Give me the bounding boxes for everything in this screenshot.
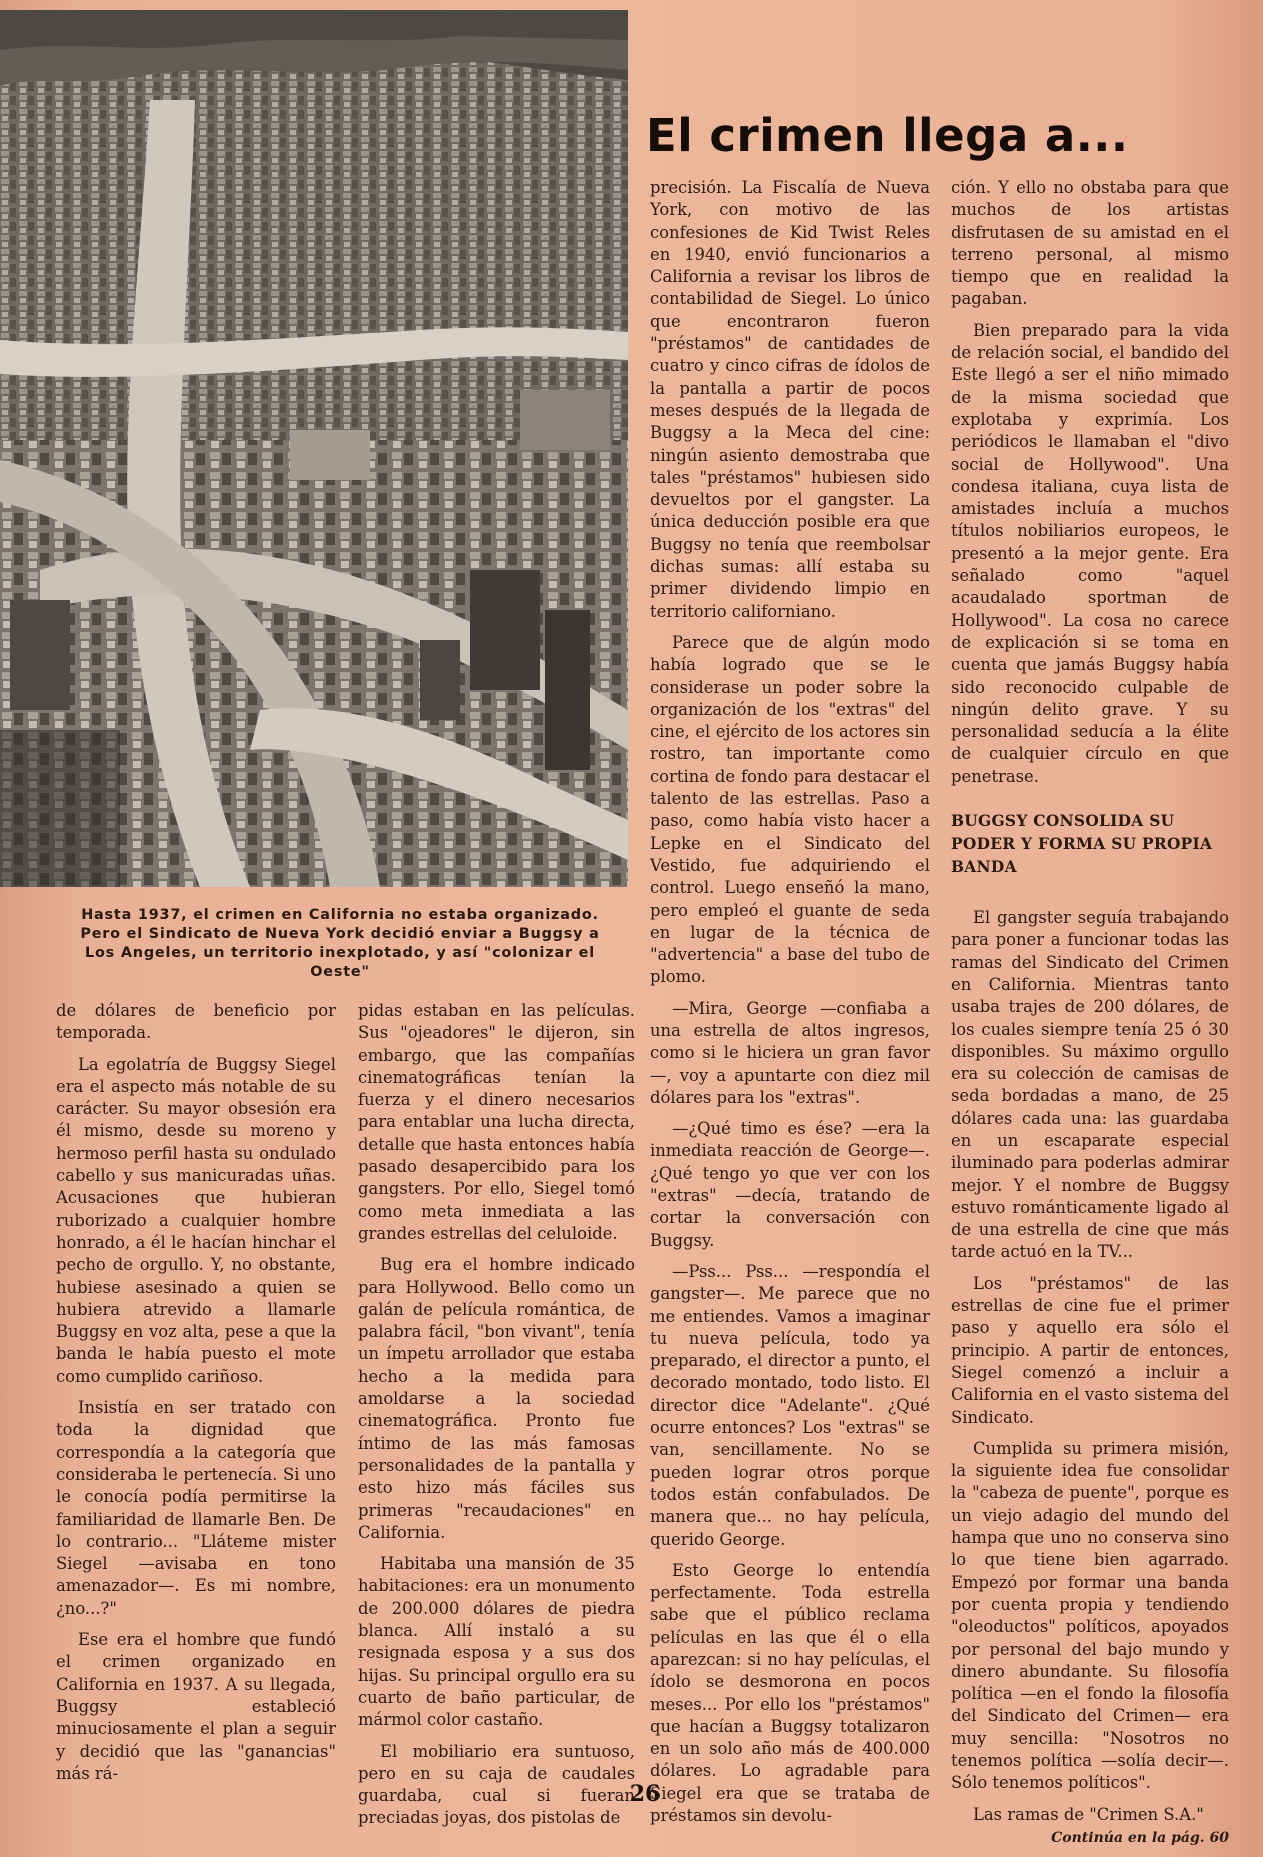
paragraph: El mobiliario era suntuoso, pero en su caja de caudales guardaba, cual si fueran preciadas joyas, dos pistolas de — [358, 1741, 635, 1828]
paragraph: Los "préstamos" de las estrellas de cine fue el primer paso y aquello era sólo el principio. A partir de entonces, Siegel comenzó a incluir a California en el vasto sistema del Sindicato. — [951, 1273, 1229, 1427]
paragraph: ción. Y ello no obstaba para que muchos de los artistas disfrutasen de su amistad en el terreno personal, al mismo tiempo que en realidad la pagaban. — [951, 178, 1229, 309]
paragraph: precisión. La Fiscalía de Nueva York, con motivo de las confesiones de Kid Twist Reles en 1940, envió funcionarios a California a revisar los libros de contabilidad de Siegel. Lo único que encontraron fueron "préstamos" de cantidades de cuatro y cinco cifras de ídolos de la pantalla a partir de pocos meses después de la llegada de Buggsy a la Meca del cine: ningún asiento demostraba que tales "préstamos" hubiesen sido devueltos por el gangster. La única deducción posible era que Buggsy no tenía que reembolsar dichas sumas: allí estaba su primer dividendo limpio en territorio californiano. — [650, 178, 930, 621]
paragraph: Las ramas de "Crimen S.A." — [973, 1804, 1204, 1824]
paragraph: Parece que de algún modo había logrado que se le considerase un poder sobre la organización de los "extras" del cine, el ejército de los actores sin rostro, tan importante como cortina de fondo para destacar el talento de las estrellas. Paso a paso, como había visto hacer a Lepke en el Sindicato del Vestido, fue adquiriendo el control. Luego enseñó la mano, pero empleó el guante de seda en lugar de la técnica de "advertencia" a base del tubo de plomo. — [650, 632, 930, 987]
paragraph: Insistía en ser tratado con toda la dignidad que correspondía a la categoría que consideraba le pertenecía. Si uno le conocía podía permitirse la familiaridad de llamarle Ben. De lo contrario... "Lláteme mister Siegel —avisaba en tono amenazador—. Es mi nombre, ¿no...?" — [56, 1398, 336, 1618]
paragraph: —¿Qué timo es ése? —era la inmediata reacción de George—. ¿Qué tengo yo que ver con los "extras" —decía, tratando de cortar la conversación con Buggsy. — [650, 1119, 930, 1250]
paragraph: de dólares de beneficio por temporada. — [56, 1001, 336, 1043]
article-column-2 — [358, 1000, 635, 1830]
paragraph: pidas estaban en las películas. Sus "ojeadores" le dijeron, sin embargo, que las compañías cinematográficas tenían la fuerza y el dinero necesarios para entablar una lucha directa, detalle que hasta entonces había pasado desapercibido para los gangsters. Por ello, Siegel tomó como meta inmediata a las grandes estrellas del celuloide. — [358, 1001, 635, 1243]
article-column-1 — [56, 1000, 336, 1785]
paragraph: Bug era el hombre indicado para Hollywood. Bello como un galán de película romántica, de palabra fácil, "bon vivant", tenía un ímpetu arrollador que estaba hecho a la medida para amoldarse a la sociedad cinematográfica. Pronto fue íntimo de las más famosas personalidades de la pantalla y esto hizo más fáciles sus primeras "recaudaciones" en California. — [358, 1255, 635, 1542]
paragraph: Esto George lo entendía perfectamente. Toda estrella sabe que el público reclama películas en las que él o ella aparezcan: si no hay películas, el ídolo se desmorona en pocos meses... Por ello los "préstamos" que hacían a Buggsy totalizaron en un solo año más de 400.000 dólares. Lo agradable para Siegel era que se trataba de préstamos sin devolu- — [650, 1560, 930, 1826]
aerial-city-photo — [0, 10, 628, 887]
article-column-4 — [951, 177, 1229, 1848]
photo-caption: Hasta 1937, el crimen en California no estaba organizado. Pero el Sindicato de Nueva York decidió enviar a Buggsy a Los Angeles, un territorio inexplotado, y así "colonizar el Oeste" — [80, 907, 600, 980]
article-headline: El crimen llega a... — [646, 109, 1129, 162]
continued-note: Continúa en la pág. 60 — [1051, 1829, 1229, 1846]
paragraph: El gangster seguía trabajando para poner a funcionar todas las ramas del Sindicato del Crimen en California. Mientras tanto usaba trajes de 200 dólares, de los cuales siempre tenía 25 ó 30 disponibles. Su máximo orgullo era su colección de camisas de seda bordadas a mano, de 25 dólares cada una: las guardaba en un escaparate especial iluminado para poderlas admirar mejor. Y el nombre de Buggsy estuvo románticamente ligado al de una estrella de cine que más tarde actuó en la TV... — [951, 908, 1229, 1262]
paragraph: Cumplida su primera misión, la siguiente idea fue consolidar la "cabeza de puente", porque es un viejo adagio del mundo del hampa que uno no conserva sino lo que tiene bien agarrado. Empezó por formar una banda por cuenta propia y tendiendo "oleoductos" políticos, apoyados por personal del bajo mundo y dinero abundante. Su filosofía política —en el fondo la filosofía del Sindicato del Crimen— era muy sencilla: "Nosotros no tenemos política —solía decir—. Sólo tenemos políticos". — [951, 1438, 1229, 1793]
aerial-photo-drawing — [0, 10, 628, 887]
section-subheading: BUGGSY CONSOLIDA SU PODER Y FORMA SU PROPIA BANDA — [951, 812, 1213, 877]
paragraph: —Mira, George —confiaba a una estrella de altos ingresos, como si le hiciera un gran favor—, voy a apuntarte con diez mil dólares para los "extras". — [650, 998, 930, 1107]
paragraph: La egolatría de Buggsy Siegel era el aspecto más notable de su carácter. Su mayor obsesión era él mismo, desde su moreno y hermoso perfil hasta su ondulado cabello y sus manicuradas uñas. Acusaciones que hubieran ruborizado a cualquier hombre honrado, a él le hacían hinchar el pecho de orgullo. Y, no obstante, hubiese asesinado a quien se hubiera atrevido a llamarle Buggsy en voz alta, pese a que la banda le había puesto el mote como cumplido cariñoso. — [56, 1054, 336, 1386]
paragraph: —Pss... Pss... —respondía el gangster—. Me parece que no me entiendes. Vamos a imaginar tu nueva película, todo ya preparado, el director a punto, el decorado montado, todo listo. El director dice "Adelante". ¿Qué ocurre entonces? Los "extras" se van, sencillamente. No se pueden lograr otros porque todos están confabulados. De manera que... no hay película, querido George. — [650, 1261, 930, 1549]
article-column-3 — [650, 177, 930, 1827]
paragraph: Bien preparado para la vida de relación social, el bandido del Este llegó a ser el niño mimado de la misma sociedad que explotaba y exprimía. Los periódicos le llamaban el "divo social de Hollywood". Una condesa italiana, cuya lista de amistades incluía a muchos títulos nobiliarios europeos, le presentó a la mejor gente. Era señalado como "aquel acaudalado sportman de Hollywood". La cosa no carece de explicación si se toma en cuenta que jamás Buggsy había sido reconocido culpable de ningún delito grave. Y su personalidad seducía a la élite de cualquier círculo en que penetrase. — [951, 320, 1229, 786]
page-number: 26 — [629, 1781, 661, 1807]
paragraph: Habitaba una mansión de 35 habitaciones: era un monumento de 200.000 dólares de piedra blanca. Allí instaló a su resignada esposa y a sus dos hijas. Su principal orgullo era su cuarto de baño particular, de mármol color castaño. — [358, 1554, 635, 1730]
paragraph: Ese era el hombre que fundó el crimen organizado en California en 1937. A su llegada, Buggsy estableció minuciosamente el plan a seguir y decidió que las "ganancias" más rá- — [56, 1630, 336, 1783]
